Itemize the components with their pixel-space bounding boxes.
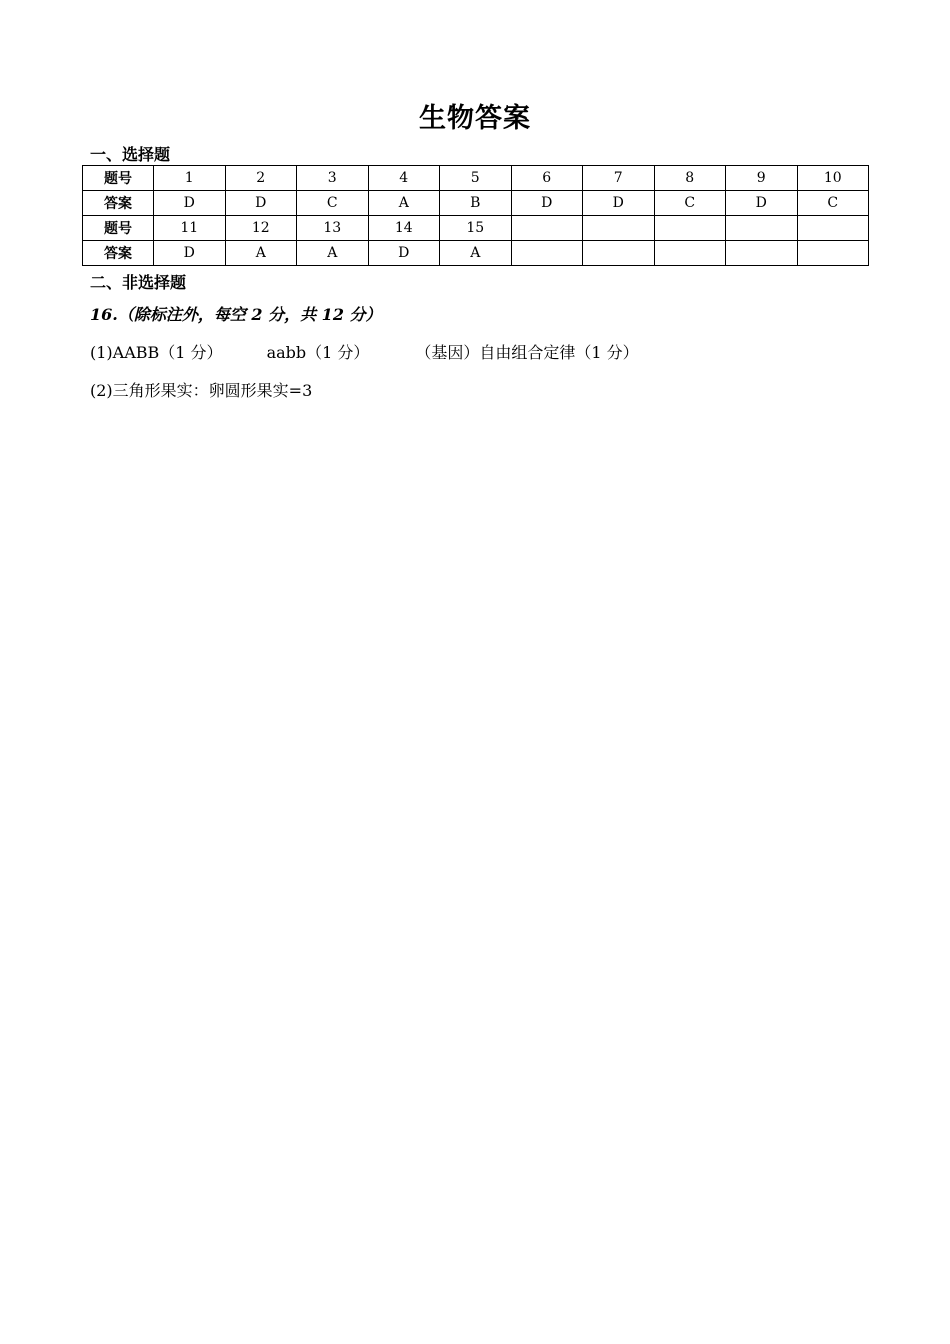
table-cell: D (726, 191, 798, 216)
table-cell: 9 (726, 166, 798, 191)
table-cell: C (297, 191, 369, 216)
answer-part-1a: (1)AABB（1 分） (90, 343, 223, 362)
table-cell: 6 (511, 166, 583, 191)
question-16-answer-line-2: (2)三角形果实：卵圆形果实=3 (90, 381, 313, 400)
table-cell (726, 216, 798, 241)
section-heading-multiple-choice: 一、选择题 (90, 145, 171, 164)
table-cell: D (225, 191, 297, 216)
table-cell: 5 (440, 166, 512, 191)
table-cell: A (368, 191, 440, 216)
table-cell: 15 (440, 216, 512, 241)
table-cell: D (154, 191, 226, 216)
answer-table (82, 165, 869, 266)
table-row (83, 216, 869, 241)
table-row (83, 191, 869, 216)
table-cell: 13 (297, 216, 369, 241)
table-cell (583, 241, 655, 266)
table-cell: A (297, 241, 369, 266)
row-label: 答案 (83, 241, 154, 266)
table-cell: 14 (368, 216, 440, 241)
table-cell (797, 216, 869, 241)
table-cell: 7 (583, 166, 655, 191)
table-cell: C (797, 191, 869, 216)
question-16-header: 16.（除标注外，每空 2 分，共 12 分） (90, 305, 382, 324)
table-cell (583, 216, 655, 241)
table-cell: 11 (154, 216, 226, 241)
table-cell: 4 (368, 166, 440, 191)
table-cell: D (368, 241, 440, 266)
table-cell: D (511, 191, 583, 216)
question-16-answer-line-1 (90, 340, 639, 363)
table-cell: 2 (225, 166, 297, 191)
table-cell (511, 241, 583, 266)
table-cell: 12 (225, 216, 297, 241)
table-cell (654, 241, 726, 266)
table-cell: 10 (797, 166, 869, 191)
table-cell: A (225, 241, 297, 266)
answer-part-1c: （基因）自由组合定律（1 分） (415, 343, 639, 362)
row-label: 题号 (83, 166, 154, 191)
table-row (83, 241, 869, 266)
table-row (83, 166, 869, 191)
answer-part-1b: aabb（1 分） (266, 343, 370, 362)
table-cell: A (440, 241, 512, 266)
table-cell (511, 216, 583, 241)
table-cell (797, 241, 869, 266)
row-label: 答案 (83, 191, 154, 216)
table-cell: 3 (297, 166, 369, 191)
row-label: 题号 (83, 216, 154, 241)
table-cell (726, 241, 798, 266)
table-cell: D (583, 191, 655, 216)
table-cell: 8 (654, 166, 726, 191)
table-cell (654, 216, 726, 241)
section-heading-non-multiple-choice: 二、非选择题 (90, 273, 187, 292)
page-title: 生物答案 (419, 103, 531, 134)
table-cell: D (154, 241, 226, 266)
table-cell: C (654, 191, 726, 216)
table-cell: 1 (154, 166, 226, 191)
table-cell: B (440, 191, 512, 216)
